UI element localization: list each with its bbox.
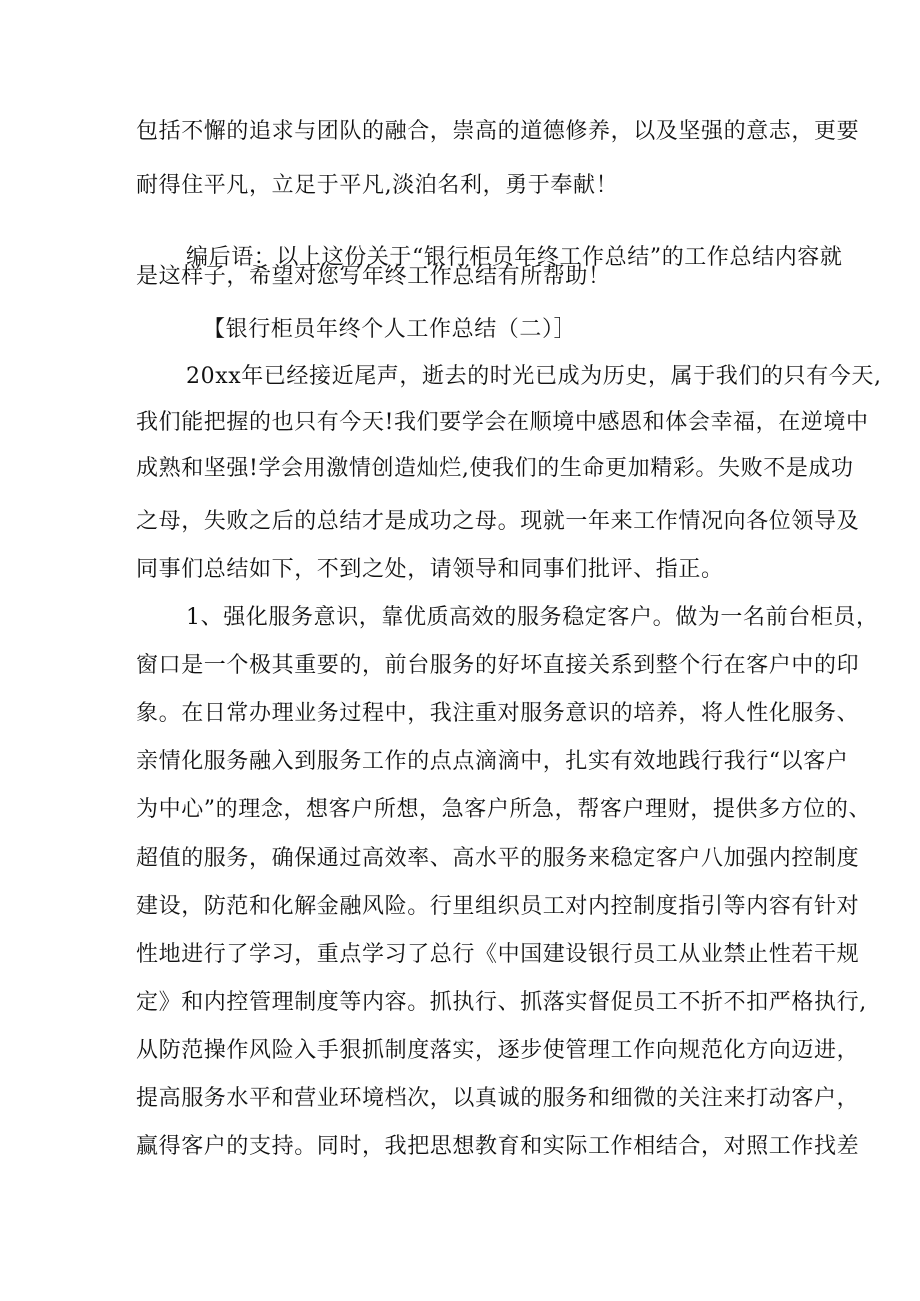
paragraph-line: 从防范操作风险入手狠抓制度落实，逐步使管理工作向规范化方向迈进， [136,1038,860,1063]
paragraph-line: 超值的服务，确保通过高效率、高水平的服务来稳定客户八加强内控制度 [136,846,860,871]
paragraph-line: 窗口是一个极其重要的，前台服务的好坏直接关系到整个行在客户中的印 [136,653,860,678]
paragraph-line: 1、强化服务意识，靠优质高效的服务稳定客户。做为一名前台柜员， [186,605,879,630]
paragraph-line: 包括不懈的追求与团队的融合，崇高的道德修养，以及坚强的意志，更要 [136,119,860,144]
paragraph-line: 我们能把握的也只有今天!我们要学会在顺境中感恩和体会幸福，在逆境中 [136,410,869,435]
paragraph-line: 编后语：以上这份关于“银行柜员年终工作总结”的工作总结内容就 [186,245,843,270]
paragraph-line: 是这样子，希望对您写年终工作总结有所帮助！ [136,264,611,289]
paragraph-line: 象。在日常办理业务过程中，我注重对服务意识的培养，将人性化服务、 [136,701,860,726]
paragraph-line: 之母，失败之后的总结才是成功之母。现就一年来工作情况向各位领导及 [136,509,860,534]
paragraph-line: 耐得住平凡，立足于平凡,淡泊名利，勇于奉献！ [136,173,619,198]
paragraph-line: 建设，防范和化解金融风险。行里组织员工对内控制度指引等内容有针对 [136,894,860,919]
paragraph-line: 提高服务水平和营业环境档次，以真诚的服务和细微的关注来打动客户， [136,1086,860,1111]
paragraph-line: 定》和内控管理制度等内容。抓执行、抓落实督促员工不折不扣严格执行, [136,990,867,1015]
paragraph-line: 亲情化服务融入到服务工作的点点滴滴中，扎实有效地践行我行“以客户 [136,749,849,774]
paragraph-line: 性地进行了学习，重点学习了总行《中国建设银行员工从业禁止性若干规 [136,942,860,967]
paragraph-line: 同事们总结如下，不到之处，请领导和同事们批评、指正。 [136,557,724,582]
paragraph-line: 20xx年已经接近尾声，逝去的时光已成为历史，属于我们的只有今天, [186,364,882,389]
paragraph-line: 成熟和坚强!学会用激情创造灿烂,使我们的生命更加精彩。失败不是成功 [136,456,854,481]
paragraph-line: 赢得客户的支持。同时，我把思想教育和实际工作相结合，对照工作找差 [136,1134,860,1159]
paragraph-line: 为中心”的理念，想客户所想，急客户所急，帮客户理财，提供多方位的、 [136,797,872,822]
section-heading: 【银行柜员年终个人工作总结（二）］ [203,317,577,342]
